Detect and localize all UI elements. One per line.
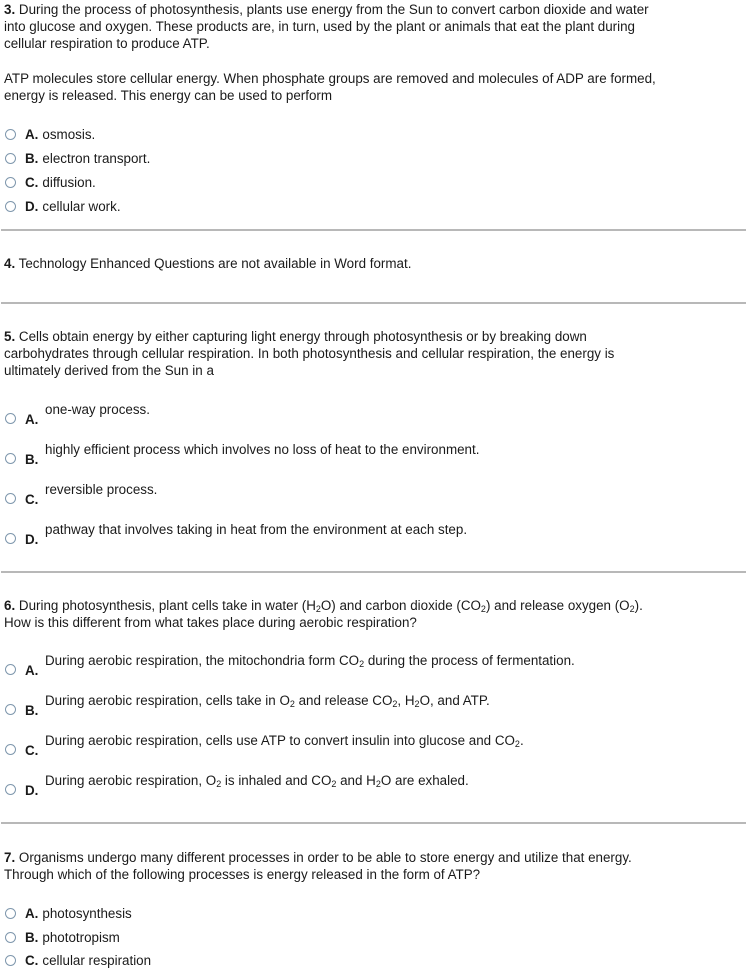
radio-button[interactable]	[5, 201, 16, 212]
radio-button[interactable]	[5, 177, 16, 188]
radio-button[interactable]	[5, 704, 16, 715]
radio-button[interactable]	[5, 664, 16, 675]
radio-button[interactable]	[5, 955, 16, 966]
q3-option-d[interactable]: D. cellular work.	[5, 196, 121, 216]
question-number: 4.	[4, 256, 16, 271]
q3-option-b[interactable]: B. electron transport.	[5, 148, 150, 168]
radio-button[interactable]	[5, 153, 16, 164]
q3-option-c[interactable]: C. diffusion.	[5, 172, 96, 192]
q7-option-c[interactable]: C. cellular respiration	[5, 950, 151, 970]
radio-button[interactable]	[5, 413, 16, 424]
q3-option-a[interactable]: A. osmosis.	[5, 124, 95, 144]
question-5-stem: 5. Cells obtain energy by either capturing light energy through photosynthesis or by breaking down carbohydrates through cellular respiration. In both photosynthesis and cellular respiration, the energy is ultimately derived from the Sun in a	[4, 329, 615, 378]
divider	[1, 571, 746, 573]
radio-button[interactable]	[5, 784, 16, 795]
divider	[1, 822, 746, 824]
radio-button[interactable]	[5, 453, 16, 464]
q7-option-b[interactable]: B. phototropism	[5, 927, 120, 947]
question-number: 7.	[4, 850, 16, 865]
question-6-stem: 6. During photosynthesis, plant cells take in water $(H_2O)$ and carbon dioxide $(CO_2)$ and release oxygen $(O_2)$. How is this different from what takes place during aerobic respiration?	[4, 598, 643, 630]
radio-button[interactable]	[5, 908, 16, 919]
question-3-stem: 3. During the process of photosynthesis, plants use energy from the Sun to convert carbon dioxide and water into glucose and oxygen. These products are, in turn, used by the plant or animals that eat the plant during cellular respiration to produce ATP.	[4, 2, 649, 51]
question-number: 5.	[4, 329, 16, 344]
radio-button[interactable]	[5, 129, 16, 140]
divider	[1, 302, 746, 304]
q7-option-a[interactable]: A. photosynthesis	[5, 903, 132, 923]
radio-button[interactable]	[5, 932, 16, 943]
question-7-stem: 7. Organisms undergo many different processes in order to be able to store energy and utilize that energy. Through which of the following processes is energy released in the form of ATP?	[4, 850, 632, 882]
radio-button[interactable]	[5, 493, 16, 504]
question-3-stem-continued: ATP molecules store cellular energy. When phosphate groups are removed and molecules of ADP are formed, energy is released. This energy can be used to perform	[4, 71, 656, 103]
radio-button[interactable]	[5, 533, 16, 544]
question-number: 3.	[4, 2, 16, 17]
radio-button[interactable]	[5, 744, 16, 755]
question-4-stem: 4. Technology Enhanced Questions are not available in Word format.	[4, 256, 412, 271]
divider	[1, 229, 746, 231]
question-number: 6.	[4, 598, 16, 613]
